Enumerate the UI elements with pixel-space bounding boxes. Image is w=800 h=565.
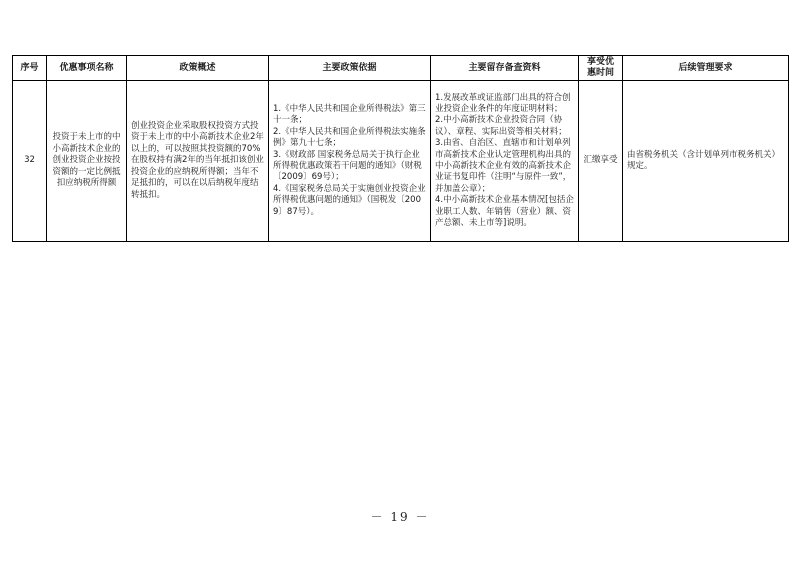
header-summary: 政策概述	[127, 56, 269, 81]
table-row	[13, 81, 789, 242]
header-no: 序号	[13, 56, 47, 81]
policy-table-container	[12, 55, 788, 242]
cell-docs	[431, 81, 579, 242]
table-header-row	[13, 56, 789, 81]
basis-item: 1.《中华人民共和国企业所得税法》第三十一条；	[273, 103, 426, 126]
docs-item: 1.发展改革或证监部门出具的符合创业投资企业条件的年度证明材料；	[435, 92, 571, 114]
policy-table	[12, 55, 789, 242]
cell-basis	[269, 81, 431, 242]
basis-item: 3.《财政部 国家税务总局关于执行企业所得税优惠政策若干问题的通知》（财税〔2009〕69号）；	[273, 149, 422, 183]
header-requirements: 后续管理要求	[623, 56, 789, 81]
docs-item: 2.中小高新技术企业投资合同（协议）、章程、实际出资等相关材料；	[435, 115, 567, 137]
page-number: － 19 －	[370, 510, 430, 524]
header-docs: 主要留存备查资料	[431, 56, 579, 81]
cell-summary: 创业投资企业采取股权投资方式投资于未上市的中小高新技术企业2年以上的，可以按照其投资额的70%在股权持有满2年的当年抵扣该创业投资企业的应纳税所得额；当年不足抵扣的，可以在以后纳税年度结转抵扣。	[127, 81, 269, 242]
basis-item: 2.《中华人民共和国企业所得税法实施条例》第九十七条；	[273, 126, 426, 149]
header-time: 享受优惠时间	[579, 56, 623, 81]
cell-no: 32	[13, 81, 47, 242]
docs-item: 3.由省、自治区、直辖市和计划单列市高新技术企业认定管理机构出具的中小高新技术企业有效的高新技术企业证书复印件（注明“与原件一致”，并加盖公章）；	[435, 138, 572, 194]
cell-requirements: 由省税务机关（含计划单列市税务机关）规定。	[623, 81, 789, 242]
header-name: 优惠事项名称	[47, 56, 127, 81]
cell-time: 汇缴享受	[579, 81, 623, 242]
header-basis: 主要政策依据	[269, 56, 431, 81]
docs-item: 4.中小高新技术企业基本情况[包括企业职工人数、年销售（营业）额、资产总额、未上市等]说明。	[435, 195, 574, 229]
cell-name: 投资于未上市的中小高新技术企业的创业投资企业按投资额的一定比例抵扣应纳税所得额	[47, 81, 127, 242]
basis-item: 4.《国家税务总局关于实施创业投资企业所得税优惠问题的通知》（国税发〔2009〕87号）。	[273, 183, 426, 217]
